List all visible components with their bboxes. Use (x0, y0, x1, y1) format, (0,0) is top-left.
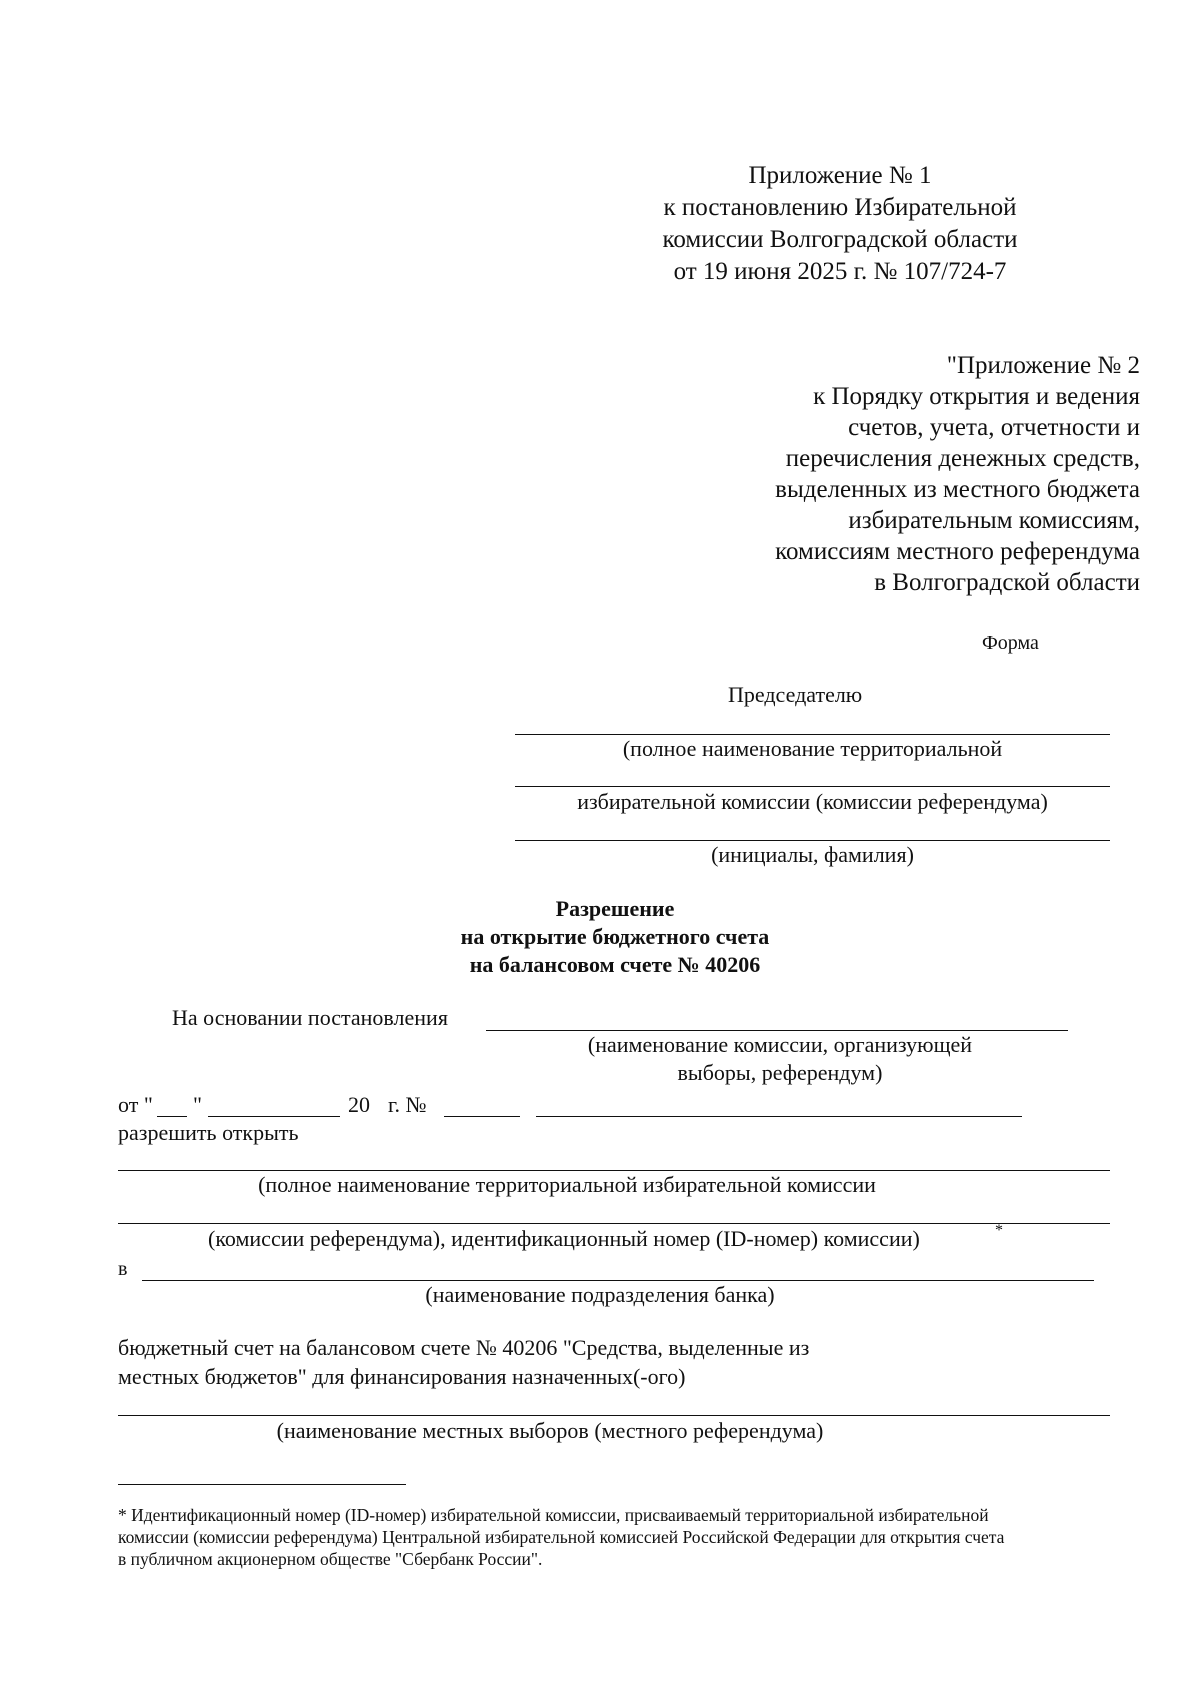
day-line (157, 1116, 187, 1117)
number-extra-line (536, 1116, 1022, 1117)
appendix-2-line: комиссиям местного референдума (775, 538, 1140, 565)
appendix-1-line: к постановлению Избирательной (663, 194, 1017, 221)
appendix-2-line: выделенных из местного бюджета (775, 476, 1140, 503)
appendix-2-line: избирательным комиссиям, (848, 507, 1140, 534)
footnote-block (118, 1504, 1118, 1570)
appendix-2-line: в Волгоградской области (874, 569, 1140, 596)
appendix-2-line: перечисления денежных средств, (785, 445, 1140, 472)
appendix-2-line: "Приложение № 2 (946, 352, 1140, 379)
commission-hint-2: (комиссии референдума), идентификационный номер (ID-номер) комиссии) (208, 1226, 920, 1251)
number-line (444, 1116, 520, 1117)
appendix-2-line: счетов, учета, отчетности и (848, 414, 1140, 441)
addressee-hint-2: избирательной комиссии (комиссии референдума) (577, 789, 1048, 814)
addressee-hint-3: (инициалы, фамилия) (711, 842, 914, 867)
in-text: в (118, 1258, 128, 1280)
month-line (208, 1116, 340, 1117)
account-text-2: местных бюджетов" для финансирования назначенных(-ого) (118, 1364, 686, 1389)
footnote-line: в публичном акционерном обществе "Сбербанк России". (118, 1549, 543, 1569)
appendix-1-line: от 19 июня 2025 г. № 107/724-7 (673, 258, 1007, 285)
heading-line: Разрешение (555, 896, 675, 921)
appendix-1-line: Приложение № 1 (748, 162, 932, 189)
bank-hint: (наименование подразделения банка) (425, 1282, 775, 1307)
permit-text: разрешить открыть (118, 1120, 299, 1145)
basis-text: На основании постановления (172, 1005, 448, 1030)
commission-hint-1: (полное наименование территориальной избирательной комиссии (258, 1172, 876, 1197)
appendix-2-block (600, 350, 1140, 598)
account-text-1: бюджетный счет на балансовом счете № 40206 "Средства, выделенные из (118, 1335, 810, 1360)
heading-line: на открытие бюджетного счета (460, 924, 770, 949)
basis-hint-2: выборы, референдум) (677, 1060, 883, 1085)
footnote-line: * Идентификационный номер (ID-номер) избирательной комиссии, присваиваемый территориальной избирательной (118, 1505, 989, 1525)
form-label: Форма (982, 632, 1039, 654)
elections-hint: (наименование местных выборов (местного референдума) (276, 1418, 824, 1443)
appendix-1-line: комиссии Волгоградской области (662, 226, 1018, 253)
appendix-2-line: к Порядку открытия и ведения (813, 383, 1140, 410)
addressee-hint-1: (полное наименование территориальной (622, 736, 1003, 761)
year-suffix: г. № (388, 1092, 427, 1117)
footnote-asterisk: * (995, 1222, 1003, 1239)
heading-line: на балансовом счете № 40206 (469, 952, 761, 977)
quote-close: " (193, 1092, 202, 1117)
year-text: 20 (348, 1092, 370, 1117)
from-text: от " (118, 1092, 153, 1117)
appendix-1-block (600, 160, 1080, 288)
footnote-line: комиссии (комиссии референдума) Центральной избирательной комиссией Российской Федерации для открытия счета (118, 1527, 1005, 1547)
basis-hint-1: (наименование комиссии, организующей (587, 1032, 973, 1057)
document-heading (380, 895, 850, 979)
footnote-separator (118, 1484, 406, 1485)
addressee-title: Председателю (728, 682, 863, 707)
